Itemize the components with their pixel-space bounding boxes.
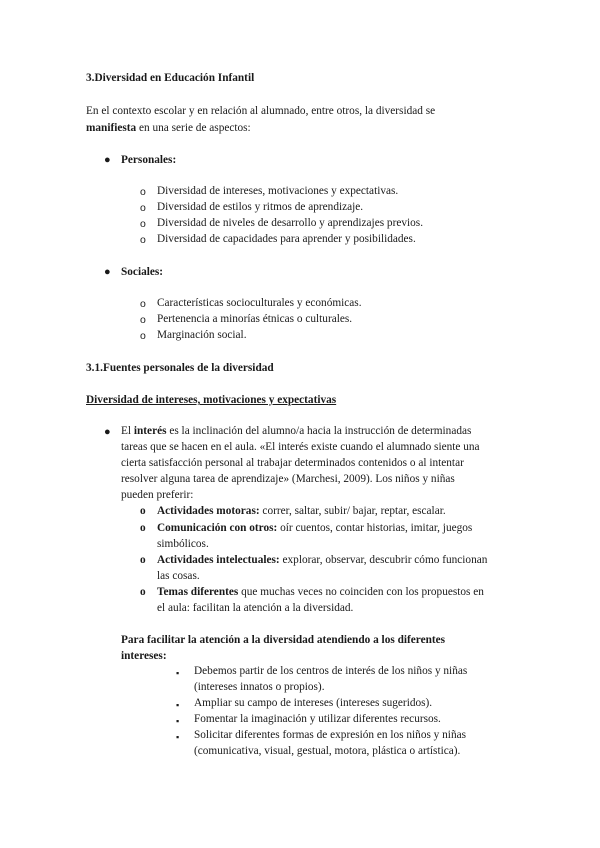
facilitar-item-1-cont: (intereses innatos o propios). <box>194 681 325 693</box>
square-bullet-icon: ▪ <box>176 716 180 726</box>
sub-bullet-o-icon: o <box>140 330 146 342</box>
list-item: Diversidad de niveles de desarrollo y aprendizajes previos. <box>157 217 424 229</box>
bullet-dot-icon: ● <box>104 426 111 438</box>
pref-item-2-cont: simbólicos. <box>157 538 209 550</box>
list-item: Pertenencia a minorías étnicas o culturales. <box>157 313 353 325</box>
intro-rest: en una serie de aspectos: <box>136 122 251 134</box>
facilitar-item-4-cont: (comunicativa, visual, gestual, motora, plástica o artística). <box>194 745 461 757</box>
pref-item-3-cont: las cosas. <box>157 570 200 582</box>
pref-text: que muchas veces no coinciden con los propuestos en <box>238 586 484 598</box>
interes-line-5: pueden preferir: <box>121 489 194 501</box>
square-bullet-icon: ▪ <box>176 668 180 678</box>
bullet-dot-icon: ● <box>104 266 111 278</box>
facilitar-item-2: Ampliar su campo de intereses (intereses sugeridos). <box>194 697 433 709</box>
interes-line-3: cierta satisfacción personal al trabajar determinados contenidos o al intentar <box>121 457 464 469</box>
pref-text: oír cuentos, contar historias, imitar, juegos <box>277 522 473 534</box>
interes-rest: es la inclinación del alumno/a hacia la instrucción de determinadas <box>166 425 472 437</box>
sociales-label: Sociales: <box>121 266 164 278</box>
pref-item-1 <box>157 503 446 519</box>
facilitar-item-4: Solicitar diferentes formas de expresión en los niños y niñas <box>194 729 467 741</box>
interes-line-1 <box>121 423 471 439</box>
intro-line-2 <box>86 120 251 136</box>
bullet-dot-icon: ● <box>104 154 111 166</box>
facilitar-item-3: Fomentar la imaginación y utilizar diferentes recursos. <box>194 713 441 725</box>
list-item: Diversidad de estilos y ritmos de aprendizaje. <box>157 201 364 213</box>
sub-bullet-o-icon: o <box>140 522 146 534</box>
pref-text: correr, saltar, subir/ bajar, reptar, escalar. <box>259 505 446 517</box>
list-item: Diversidad de capacidades para aprender y posibilidades. <box>157 233 416 245</box>
sub-bullet-o-icon: o <box>140 202 146 214</box>
sub-bullet-o-icon: o <box>140 218 146 230</box>
interes-bold: interés <box>133 425 167 437</box>
section-3-1-title: 3.1.Fuentes personales de la diversidad <box>86 362 274 374</box>
pref-item-4-cont: el aula: facilitan la atención a la diversidad. <box>157 602 354 614</box>
intro-line-1: En el contexto escolar y en relación al alumnado, entre otros, la diversidad se <box>86 105 436 117</box>
pref-label: Actividades motoras: <box>157 505 260 517</box>
facilitar-title-line-2: intereses: <box>121 650 167 662</box>
pref-item-3 <box>157 552 487 568</box>
interes-line-4: resolver alguna tarea de aprendizaje» (Marchesi, 2009). Los niños y niñas <box>121 473 455 485</box>
pref-label: Comunicación con otros: <box>157 522 278 534</box>
pref-label: Actividades intelectuales: <box>157 554 280 566</box>
list-item: Características socioculturales y económicas. <box>157 297 362 309</box>
sub-bullet-o-icon: o <box>140 586 146 598</box>
pref-text: explorar, observar, descubrir cómo funcionan <box>279 554 488 566</box>
square-bullet-icon: ▪ <box>176 732 180 742</box>
section-3-title: 3.Diversidad en Educación Infantil <box>86 72 255 84</box>
sub-bullet-o-icon: o <box>140 554 146 566</box>
interes-pre: El <box>121 425 134 437</box>
pref-item-2 <box>157 520 472 536</box>
sub-bullet-o-icon: o <box>140 298 146 310</box>
square-bullet-icon: ▪ <box>176 700 180 710</box>
section-3-1-subtitle: Diversidad de intereses, motivaciones y expectativas <box>86 394 337 406</box>
pref-item-4 <box>157 584 484 600</box>
personales-label: Personales: <box>121 154 177 166</box>
sub-bullet-o-icon: o <box>140 234 146 246</box>
list-item: Marginación social. <box>157 329 247 341</box>
sub-bullet-o-icon: o <box>140 186 146 198</box>
list-item: Diversidad de intereses, motivaciones y expectativas. <box>157 185 399 197</box>
facilitar-item-1: Debemos partir de los centros de interés de los niños y niñas <box>194 665 468 677</box>
sub-bullet-o-icon: o <box>140 505 146 517</box>
sub-bullet-o-icon: o <box>140 314 146 326</box>
intro-bold-word: manifiesta <box>86 122 137 134</box>
pref-label: Temas diferentes <box>157 586 239 598</box>
facilitar-title-line-1: Para facilitar la atención a la diversidad atendiendo a los diferentes <box>121 634 446 646</box>
interes-line-2: tareas que se hacen en el aula. «El interés existe cuando el alumnado siente una <box>121 441 480 453</box>
